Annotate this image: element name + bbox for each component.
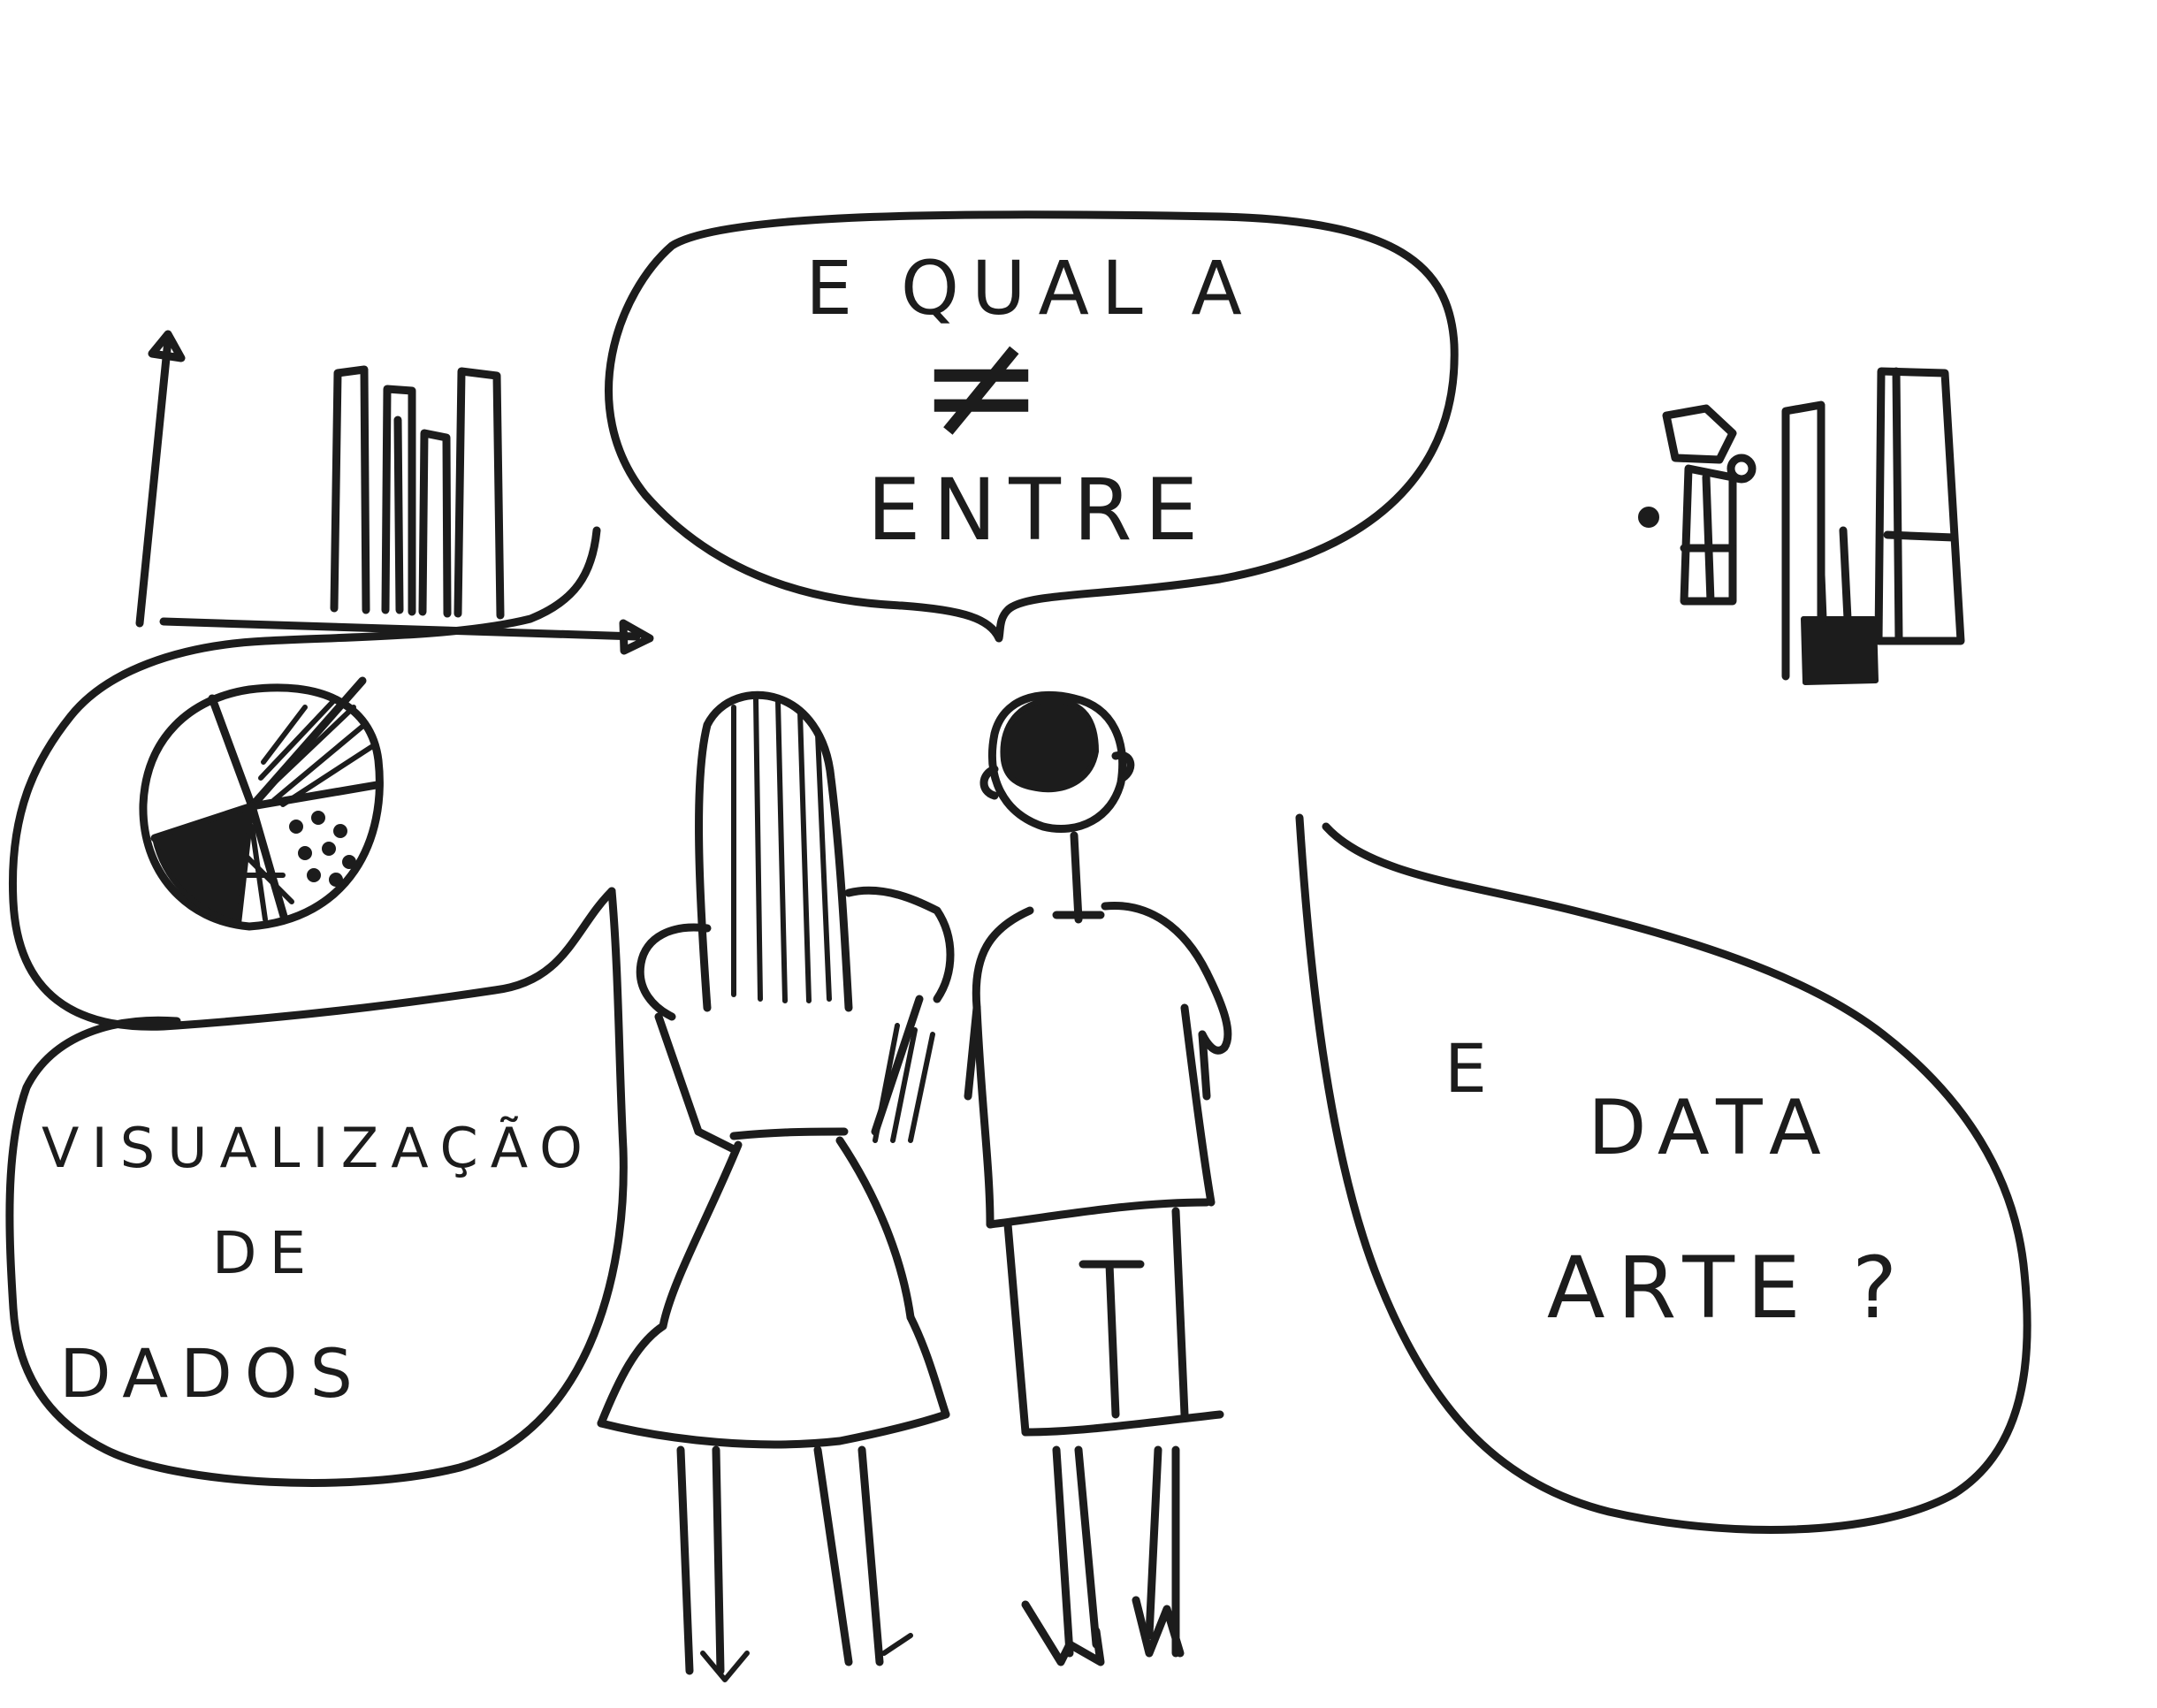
left-bubble-line1: VISUALIZAÇÃO (42, 1116, 595, 1180)
not-equal-symbol: ≠ (918, 299, 1045, 474)
left-speech-bubble (12, 530, 612, 1026)
right-bubble-line3: ARTE ? (1546, 1239, 1910, 1338)
center-bubble-line1: E QUAL A (805, 245, 1254, 332)
right-bubble-line1: E (1444, 1029, 1500, 1108)
right-bubble-line2: DATA (1588, 1084, 1833, 1172)
abstract-art-icon (1641, 371, 1961, 682)
center-bubble-line2: ENTRE (866, 461, 1211, 560)
pie-chart-icon (143, 681, 379, 926)
left-bubble-line2: DE (211, 1219, 319, 1287)
left-bubble-line3: DADOS (59, 1334, 365, 1413)
man-icon (968, 695, 1228, 1662)
bar-chart-icon (140, 334, 650, 651)
right-speech-bubble (1300, 818, 2027, 1529)
woman-icon (601, 695, 950, 1680)
